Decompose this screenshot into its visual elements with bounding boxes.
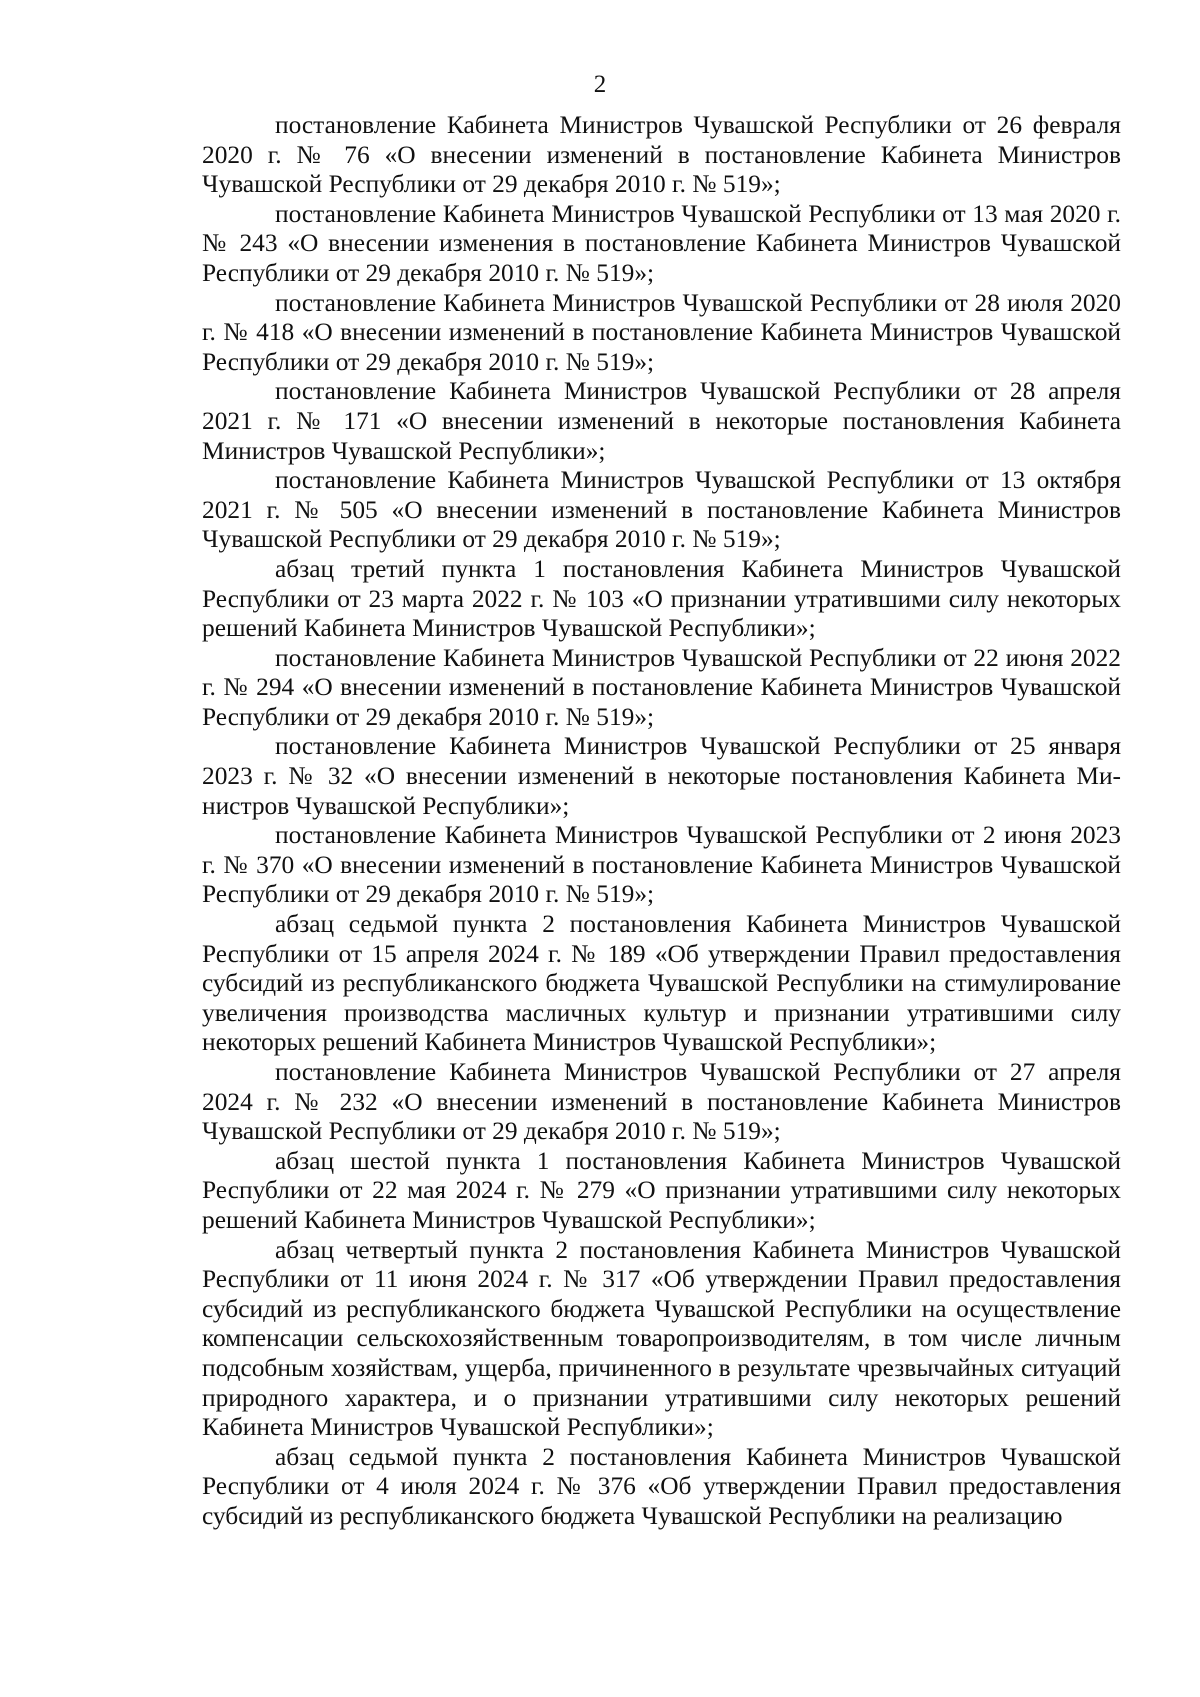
list-item: абзац седьмой пункта 2 постановления Кабинета Министров Чувашской Республики от 15 апреля 2024 г. № 189 «Об утверждении Правил предоставления субсидий из республиканского бюджета Чувашской Республики на стимулирование увеличения производства масличных культур и признании утратившими силу некоторых решений Кабинета Министров Чувашской Республики»; xyxy=(202,910,1121,1057)
list-item: постановление Кабинета Министров Чувашской Республики от 25 января 2023 г. № 32 «О внесении изменений в некоторые постановления Кабинета Министров Чувашской Республики»; xyxy=(202,732,1121,820)
list-item: постановление Кабинета Министров Чувашской Республики от 26 февраля 2020 г. № 76 «О внесении изменений в постановление Кабинета Министров Чувашской Республики от 29 декабря 2010 г. № 519»; xyxy=(202,111,1121,199)
list-item: постановление Кабинета Министров Чувашской Республики от 28 июля 2020 г. № 418 «О внесении изменений в постановление Кабинета Министров Чувашской Республики от 29 декабря 2010 г. № 519»; xyxy=(202,288,1121,376)
list-item: абзац шестой пункта 1 постановления Кабинета Министров Чувашской Республики от 22 мая 2024 г. № 279 «О признании утратившими силу некоторых решений Кабинета Министров Чувашской Республики»; xyxy=(202,1146,1121,1234)
list-item: постановление Кабинета Министров Чувашской Республики от 13 октября 2021 г. № 505 «О внесении изменений в постановление Кабинета Министров Чувашской Республики от 29 декабря 2010 г. № 519»; xyxy=(202,466,1121,554)
list-item: абзац седьмой пункта 2 постановления Кабинета Министров Чувашской Республики от 4 июля 2024 г. № 376 «Об утверждении Правил предоставления субсидий из республиканского бюджета Чувашской Республики на реализацию xyxy=(202,1442,1121,1530)
list-item: постановление Кабинета Министров Чувашской Республики от 13 мая 2020 г. № 243 «О внесении изменения в постановление Кабинета Министров Чувашской Республики от 29 декабря 2010 г. № 519»; xyxy=(202,199,1121,287)
document-body xyxy=(202,111,1121,1532)
list-item: постановление Кабинета Министров Чувашской Республики от 2 июня 2023 г. № 370 «О внесении изменений в постановление Кабинета Министров Чувашской Республики от 29 декабря 2010 г. № 519»; xyxy=(202,821,1121,909)
page-number: 2 xyxy=(593,71,607,98)
list-item: постановление Кабинета Министров Чувашской Республики от 22 июня 2022 г. № 294 «О внесении изменений в постановление Кабинета Министров Чувашской Республики от 29 декабря 2010 г. № 519»; xyxy=(202,643,1121,731)
list-item: постановление Кабинета Министров Чувашской Республики от 27 апреля 2024 г. № 232 «О внесении изменений в постановление Кабинета Министров Чувашской Республики от 29 декабря 2010 г. № 519»; xyxy=(202,1058,1121,1146)
list-item: абзац четвертый пункта 2 постановления Кабинета Министров Чувашской Республики от 11 июня 2024 г. № 317 «Об утверждении Правил предоставления субсидий из республиканского бюджета Чувашской Республики на осуществление компенсации сельскохозяйственным товаропроизводителям, в том числе личным подсобным хозяйствам, ущерба, причиненного в результате чрезвычайных ситуаций природного характера, и о признании утратившими силу некоторых решений Кабинета Министров Чувашской Республики»; xyxy=(202,1235,1121,1442)
list-item: постановление Кабинета Министров Чувашской Республики от 28 апреля 2021 г. № 171 «О внесении изменений в некоторые постановления Кабинета Министров Чувашской Республики»; xyxy=(202,377,1121,465)
list-item: абзац третий пункта 1 постановления Кабинета Министров Чувашской Республики от 23 марта 2022 г. № 103 «О признании утратившими силу некоторых решений Кабинета Министров Чувашской Республики»; xyxy=(202,554,1121,643)
